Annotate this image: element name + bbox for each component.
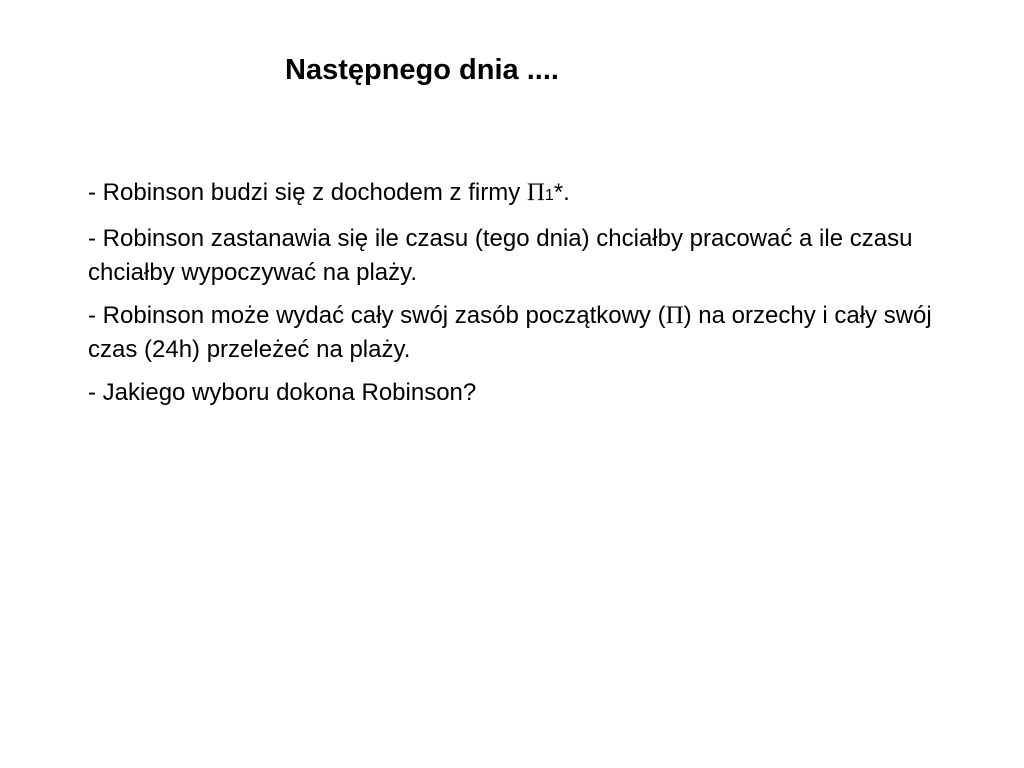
pi-symbol: Π bbox=[526, 179, 545, 206]
bullet-paragraph: - Jakiego wyboru dokona Robinson? bbox=[88, 379, 477, 406]
bullet-paragraph bbox=[88, 299, 948, 367]
pi-subscript: 1 bbox=[544, 187, 554, 204]
bullet-text: *. bbox=[553, 179, 570, 206]
bullet-paragraph: - Robinson zastanawia się ile czasu (tego dnia) chciałby pracować a ile czasu chciałby wypoczywać na plaży. bbox=[88, 225, 913, 286]
bullet-text: - Robinson może wydać cały swój zasób początkowy ( bbox=[88, 302, 666, 329]
slide-title: Następnego dnia .... bbox=[285, 54, 559, 86]
pi-symbol: Π bbox=[665, 302, 684, 329]
bullet-paragraph bbox=[88, 176, 948, 213]
bullet-text: - Robinson budzi się z dochodem z firmy bbox=[88, 179, 527, 206]
slide-body bbox=[88, 176, 948, 419]
bullet-text: ) na orzechy i cały swój czas (24h) przeleżeć na plaży. bbox=[88, 302, 932, 363]
